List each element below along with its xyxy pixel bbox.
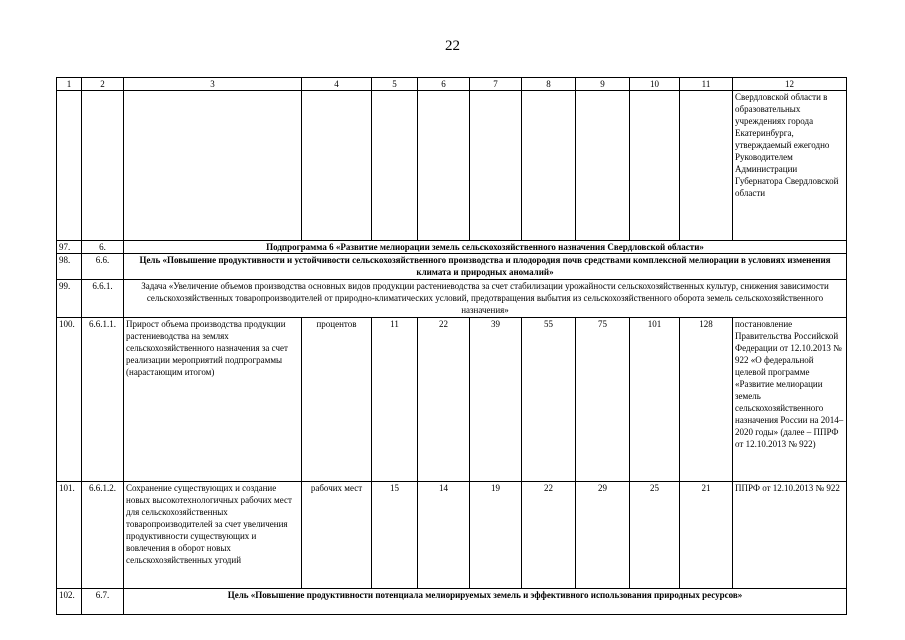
- value-cell: 101: [630, 318, 680, 482]
- header-cell: 3: [124, 78, 302, 91]
- value-cell: 19: [470, 482, 522, 589]
- source-cell: Свердловской области в образовательных учреждениях города Екатеринбурга, утверждаемый ежегодно Руководителем Администрации Губернатора Свердловской области: [733, 91, 847, 241]
- header-cell: 12: [733, 78, 847, 91]
- table-row: [57, 254, 847, 280]
- row-code: 6.: [82, 241, 124, 254]
- table-row: [57, 241, 847, 254]
- task-title: Задача «Увеличение объемов производства основных видов продукции растениеводства за счет стабилизации урожайности сельскохозяйственных культур, снижения зависимости сельскохозяйственных товаропроизводителей от природно-климатических условий, предотвращения выбытия из сельскохозяйственного оборота земель сельскохозяйственного назначения»: [124, 280, 847, 318]
- table-row: [57, 318, 847, 482]
- row-code: 6.6.1.1.: [82, 318, 124, 482]
- indicator-unit: рабочих мест: [302, 482, 372, 589]
- page-number: 22: [445, 38, 460, 54]
- header-cell: 7: [470, 78, 522, 91]
- header-cell: 6: [418, 78, 470, 91]
- indicator-name: Сохранение существующих и создание новых высокотехнологичных рабочих мест для сельскохозяйственных товаропроизводителей за счет увеличения продуктивности существующих и вовлечения в оборот новых сельскохозяйственных угодий: [124, 482, 302, 589]
- value-cell: 39: [470, 318, 522, 482]
- indicator-unit: процентов: [302, 318, 372, 482]
- goal-title: Цель «Повышение продуктивности потенциала мелиорируемых земель и эффективного использования природных ресурсов»: [124, 589, 847, 615]
- header-cell: 8: [522, 78, 576, 91]
- header-cell: 2: [82, 78, 124, 91]
- value-cell: 25: [630, 482, 680, 589]
- table-row: [57, 589, 847, 615]
- row-number: 101.: [57, 482, 82, 589]
- value-cell: 15: [372, 482, 418, 589]
- row-code: 6.6.: [82, 254, 124, 280]
- header-cell: 11: [680, 78, 733, 91]
- header-cell: 4: [302, 78, 372, 91]
- value-cell: 14: [418, 482, 470, 589]
- source-cell: постановление Правительства Российской Федерации от 12.10.2013 № 922 «О федеральной целевой программе «Развитие мелиорации земель сельскохозяйственного назначения России на 2014–2020 годы» (далее – ППРФ от 12.10.2013 № 922): [733, 318, 847, 482]
- value-cell: 128: [680, 318, 733, 482]
- table-row: [57, 482, 847, 589]
- header-row: [57, 78, 847, 91]
- indicators-table: [56, 77, 847, 615]
- value-cell: 21: [680, 482, 733, 589]
- row-number: 100.: [57, 318, 82, 482]
- value-cell: 22: [418, 318, 470, 482]
- row-code: 6.6.1.2.: [82, 482, 124, 589]
- row-code: 6.7.: [82, 589, 124, 615]
- row-number: 98.: [57, 254, 82, 280]
- row-number: 97.: [57, 241, 82, 254]
- value-cell: 22: [522, 482, 576, 589]
- subprogram-title: Подпрограмма 6 «Развитие мелиорации земель сельскохозяйственного назначения Свердловской области»: [124, 241, 847, 254]
- header-cell: 5: [372, 78, 418, 91]
- source-cell: ППРФ от 12.10.2013 № 922: [733, 482, 847, 589]
- indicator-name: Прирост объема производства продукции растениеводства на землях сельскохозяйственного назначения за счет реализации мероприятий подпрограммы (нарастающим итогом): [124, 318, 302, 482]
- row-number: 99.: [57, 280, 82, 318]
- value-cell: 75: [576, 318, 630, 482]
- table-row: [57, 280, 847, 318]
- value-cell: 29: [576, 482, 630, 589]
- header-cell: 10: [630, 78, 680, 91]
- header-cell: 9: [576, 78, 630, 91]
- goal-title: Цель «Повышение продуктивности и устойчивости сельскохозяйственного производства и плодородия почв средствами комплексной мелиорации в условиях изменения климата и природных аномалий»: [124, 254, 847, 280]
- row-number: 102.: [57, 589, 82, 615]
- row-code: 6.6.1.: [82, 280, 124, 318]
- value-cell: 55: [522, 318, 576, 482]
- table-row: [57, 91, 847, 241]
- value-cell: 11: [372, 318, 418, 482]
- header-cell: 1: [57, 78, 82, 91]
